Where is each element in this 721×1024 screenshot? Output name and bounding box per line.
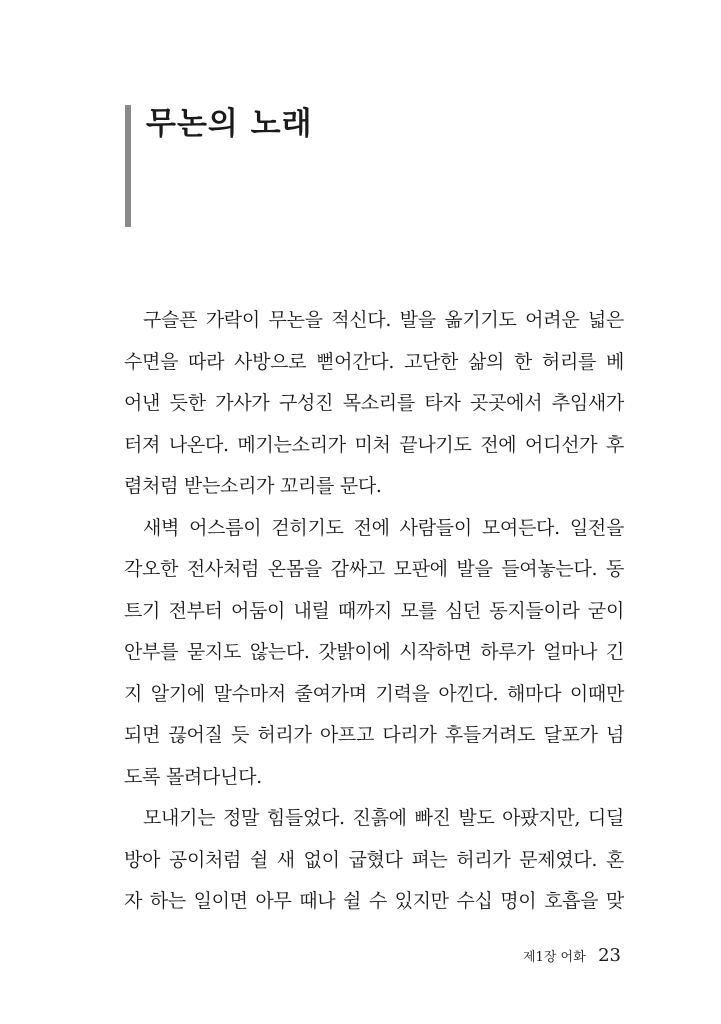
text-line: 새벽 어스름이 걷히기도 전에 사람들이 모여든다. 일전을 <box>143 516 624 539</box>
text-line: 방아 공이처럼 쉴 새 없이 굽혔다 펴는 허리가 문제였다. 혼 <box>124 848 624 871</box>
page-number: 23 <box>598 945 621 966</box>
text-line: 렴처럼 받는소리가 꼬리를 문다. <box>124 475 382 497</box>
footer-chapter-label: 제1장 어화 <box>523 950 586 965</box>
text-line: 모내기는 정말 힘들었다. 진흙에 빠진 발도 아팠지만, 디딜 <box>143 807 624 829</box>
text-line: 지 알기에 말수마저 줄여가며 기력을 아낀다. 해마다 이때만 <box>124 682 624 705</box>
text-line: 어낸 듯한 가사가 구성진 목소리를 타자 곳곳에서 추임새가 <box>124 392 624 414</box>
text-line: 구슬픈 가락이 무논을 적신다. 발을 옮기기도 어려운 넓은 <box>143 309 624 331</box>
text-line: 자 하는 일이면 아무 때나 쉴 수 있지만 수십 명이 호흡을 맞 <box>124 890 624 912</box>
text-line: 각오한 전사처럼 온몸을 감싸고 모판에 발을 들여놓는다. 동 <box>124 558 624 580</box>
text-line: 도록 몰려다닌다. <box>124 765 262 788</box>
text-line: 안부를 묻지도 않는다. 갓밝이에 시작하면 하루가 얼마나 긴 <box>124 641 624 663</box>
text-line: 터져 나온다. 메기는소리가 미처 끝나기도 전에 어디선가 후 <box>124 433 624 456</box>
chapter-title: 무논의 노래 <box>146 106 313 142</box>
text-line: 수면을 따라 사방으로 뻗어간다. 고단한 삶의 한 허리를 베 <box>124 350 624 373</box>
text-line: 트기 전부터 어둠이 내릴 때까지 모를 심던 동지들이라 굳이 <box>124 599 624 622</box>
text-line: 되면 끊어질 듯 허리가 아프고 다리가 후들거려도 달포가 넘 <box>124 724 624 746</box>
title-accent-bar <box>125 105 131 227</box>
running-footer <box>523 945 621 966</box>
body-text <box>124 300 624 923</box>
